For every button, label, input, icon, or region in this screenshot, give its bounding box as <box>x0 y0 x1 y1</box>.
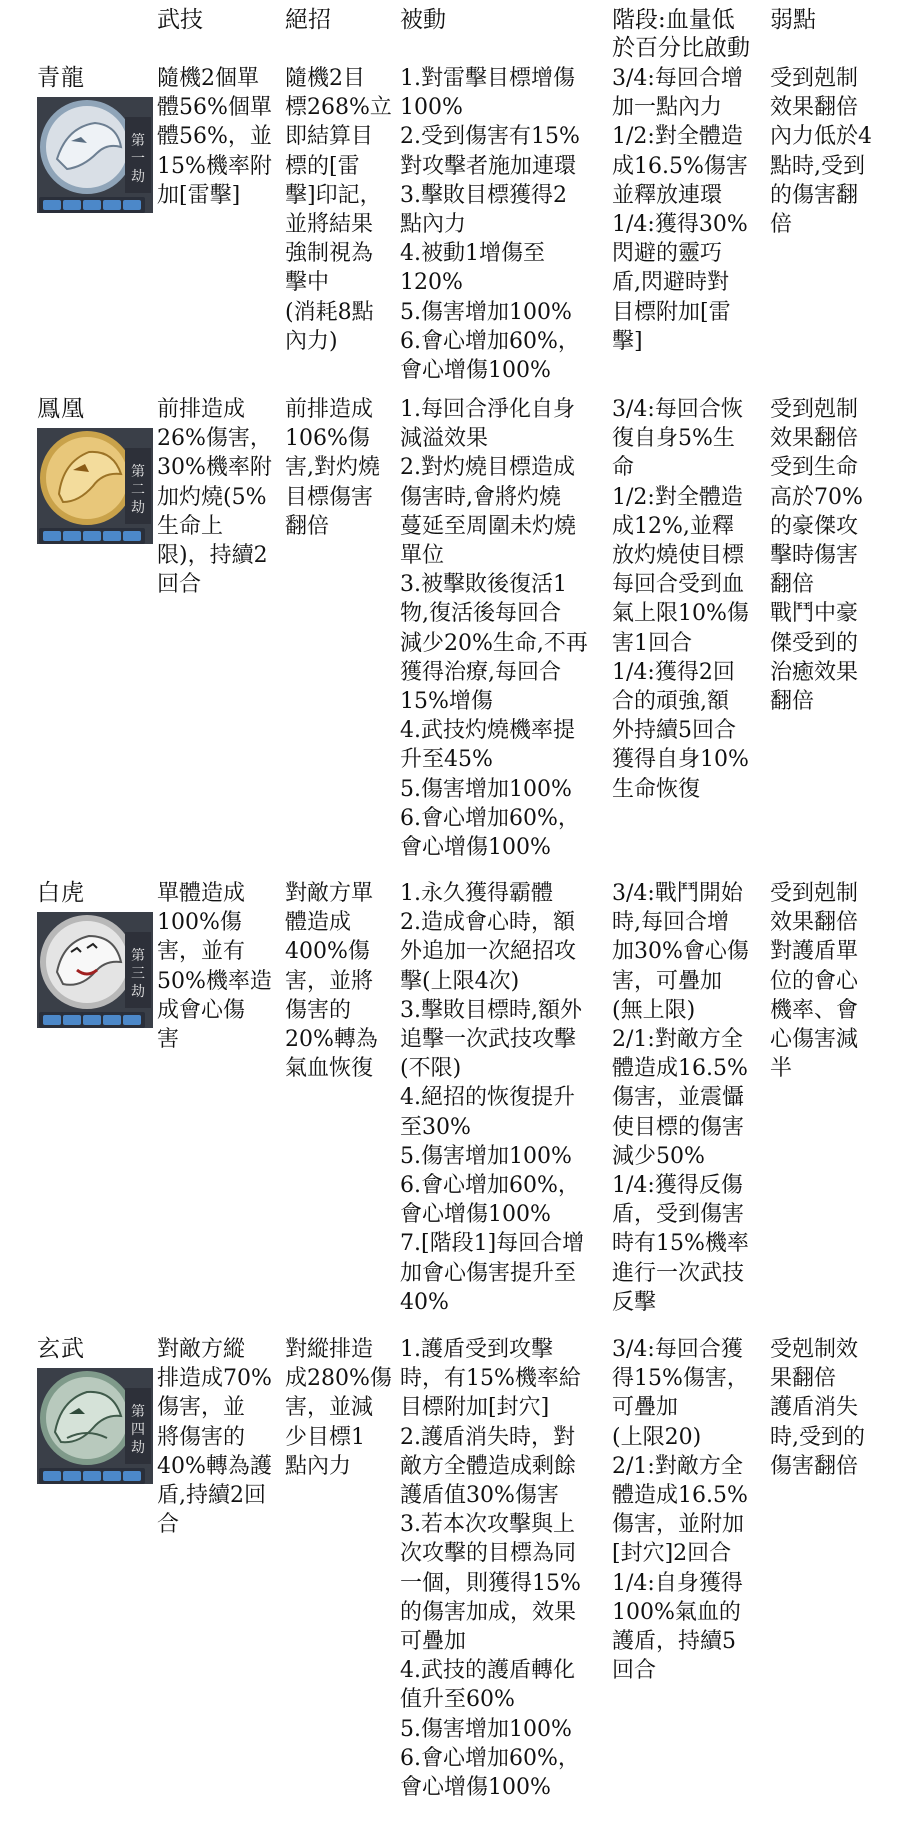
ultimate-cell: 對敵方單 體造成 400%傷 害，並將 傷害的 20%轉為 氣血恢復 <box>285 881 378 1082</box>
stage-cell: 3/4:每回合恢 復自身5%生 命 1/2:對全體造 成12%,並釋 放灼燒使目標 每回合受到血 氣上限10%傷 害1回合 1/4:獲得2回 合的頑強,額 外持續5回合 獲得自身10% 生命恢復 <box>612 397 749 802</box>
svg-text:第: 第 <box>131 948 145 964</box>
passive-cell: 1.每回合淨化自身 減溢效果 2.對灼燒目標造成 傷害時,會將灼燒 蔓延至周圍未灼燒 單位 3.被擊敗後復活1 物,復活後每回合 減少20%生命,不再 獲得治療,每回合 15%增傷 4.武技灼燒機率提 升至45% 5.傷害增加100% 6.會心增加60%， 會心增傷100% <box>400 397 588 861</box>
skill-cell: 前排造成 26%傷害， 30%機率附 加灼燒(5% 生命上 限)，持續2 回合 <box>157 397 272 598</box>
ultimate-cell: 對縱排造 成280%傷 害，並減 少目標1 點內力 <box>285 1337 392 1479</box>
svg-text:四: 四 <box>131 1422 145 1438</box>
svg-text:劫: 劫 <box>131 1440 145 1456</box>
portrait-badge <box>37 428 153 544</box>
weakness-cell: 受剋制效 果翻倍 護盾消失 時,受到的 傷害翻倍 <box>770 1337 865 1479</box>
weakness-cell: 受到剋制 效果翻倍 對護盾單 位的會心 機率、會 心傷害減 半 <box>770 881 859 1082</box>
boss-name: 玄武 <box>37 1336 85 1362</box>
svg-text:三: 三 <box>131 966 145 982</box>
rank-dots <box>39 197 145 213</box>
svg-text:第: 第 <box>131 1404 145 1420</box>
svg-text:二: 二 <box>131 482 145 498</box>
azure-dragon-portrait <box>37 97 153 213</box>
portrait-badge <box>37 97 153 213</box>
weakness-cell: 受到剋制 效果翻倍 受到生命 高於70% 的豪傑攻 擊時傷害 翻倍 戰鬥中豪 傑受到的 治癒效果 翻倍 <box>770 397 863 715</box>
boss-name: 白虎 <box>37 880 85 906</box>
rank-dots <box>39 528 145 544</box>
stage-cell: 3/4:每回合獲 得15%傷害， 可疊加 (上限20) 2/1:對敵方全 體造成16.5% 傷害，並附加 [封穴]2回合 1/4:自身獲得 100%氣血的 護盾，持續5 回合 <box>612 1337 749 1684</box>
header-weakness: 弱點 <box>770 7 816 33</box>
phoenix-portrait <box>37 428 153 544</box>
passive-cell: 1.護盾受到攻擊 時，有15%機率給 目標附加[封穴] 2.護盾消失時，對 敵方全體造成剩餘 護盾值30%傷害 3.若本次攻擊與上 次攻擊的目標為同 一個，則獲得15% 的傷害加成，效果 可疊加 4.武技的護盾轉化 值升至60% 5.傷害增加100% 6.會心增加60%， 會心增傷100% <box>400 1337 581 1801</box>
header-skill: 武技 <box>157 7 203 33</box>
boss-name: 鳳凰 <box>37 396 85 422</box>
skill-cell: 隨機2個單 體56%個單 體56%，並 15%機率附 加[雷擊] <box>157 66 272 208</box>
boss-name: 青龍 <box>37 65 85 91</box>
white-tiger-portrait <box>37 912 153 1028</box>
skill-cell: 對敵方縱 排造成70% 傷害，並 將傷害的 40%轉為護 盾,持續2回 合 <box>157 1337 272 1538</box>
passive-cell: 1.永久獲得霸體 2.造成會心時，額 外追加一次絕招攻 擊(上限4次) 3.擊敗目標時,額外 追擊一次武技攻擊 (不限) 4.絕招的恢復提升 至30% 5.傷害增加100% 6.會心增加60%， 會心增傷100% 7.[階段1]每回合增 加會心傷害提升至 40% <box>400 881 585 1315</box>
ultimate-cell: 前排造成 106%傷 害,對灼燒 目標傷害 翻倍 <box>285 397 380 539</box>
svg-text:劫: 劫 <box>131 500 145 516</box>
svg-text:劫: 劫 <box>131 169 145 185</box>
portrait-badge <box>37 1368 153 1484</box>
skill-cell: 單體造成 100%傷 害，並有 50%機率造 成會心傷 害 <box>157 881 272 1053</box>
svg-text:一: 一 <box>131 151 145 167</box>
portrait-badge <box>37 912 153 1028</box>
header-stage: 階段:血量低 於百分比啟動 <box>612 7 750 61</box>
stage-cell: 3/4:每回合增 加一點內力 1/2:對全體造 成16.5%傷害 並釋放連環 1/4:獲得30% 閃避的靈巧 盾,閃避時對 目標附加[雷 擊] <box>612 66 748 354</box>
ultimate-cell: 隨機2目 標268%立 即結算目 標的[雷 擊]印記， 並將結果 強制視為 擊中 (消耗8點 內力) <box>285 66 392 354</box>
portrait-tag-text: 第 <box>131 133 145 149</box>
rank-dots <box>39 1012 145 1028</box>
passive-cell: 1.對雷擊目標增傷 100% 2.受到傷害有15% 對攻擊者施加連環 3.擊敗目標獲得2 點內力 4.被動1增傷至 120% 5.傷害增加100% 6.會心增加60%， 會心增傷100% <box>400 66 580 384</box>
header-ultimate: 絕招 <box>285 7 331 33</box>
black-tortoise-portrait <box>37 1368 153 1484</box>
rank-dots <box>39 1468 145 1484</box>
stage-cell: 3/4:戰鬥開始 時,每回合增 加30%會心傷 害，可疊加 (無上限) 2/1:對敵方全 體造成16.5% 傷害，並震懾 使目標的傷害 減少50% 1/4:獲得反傷 盾，受到傷害 時有15%機率 進行一次武技 反擊 <box>612 881 749 1315</box>
svg-text:第: 第 <box>131 464 145 480</box>
weakness-cell: 受到剋制 效果翻倍 內力低於4 點時,受到 的傷害翻 倍 <box>770 66 872 238</box>
svg-text:劫: 劫 <box>131 984 145 1000</box>
header-passive: 被動 <box>400 7 446 33</box>
